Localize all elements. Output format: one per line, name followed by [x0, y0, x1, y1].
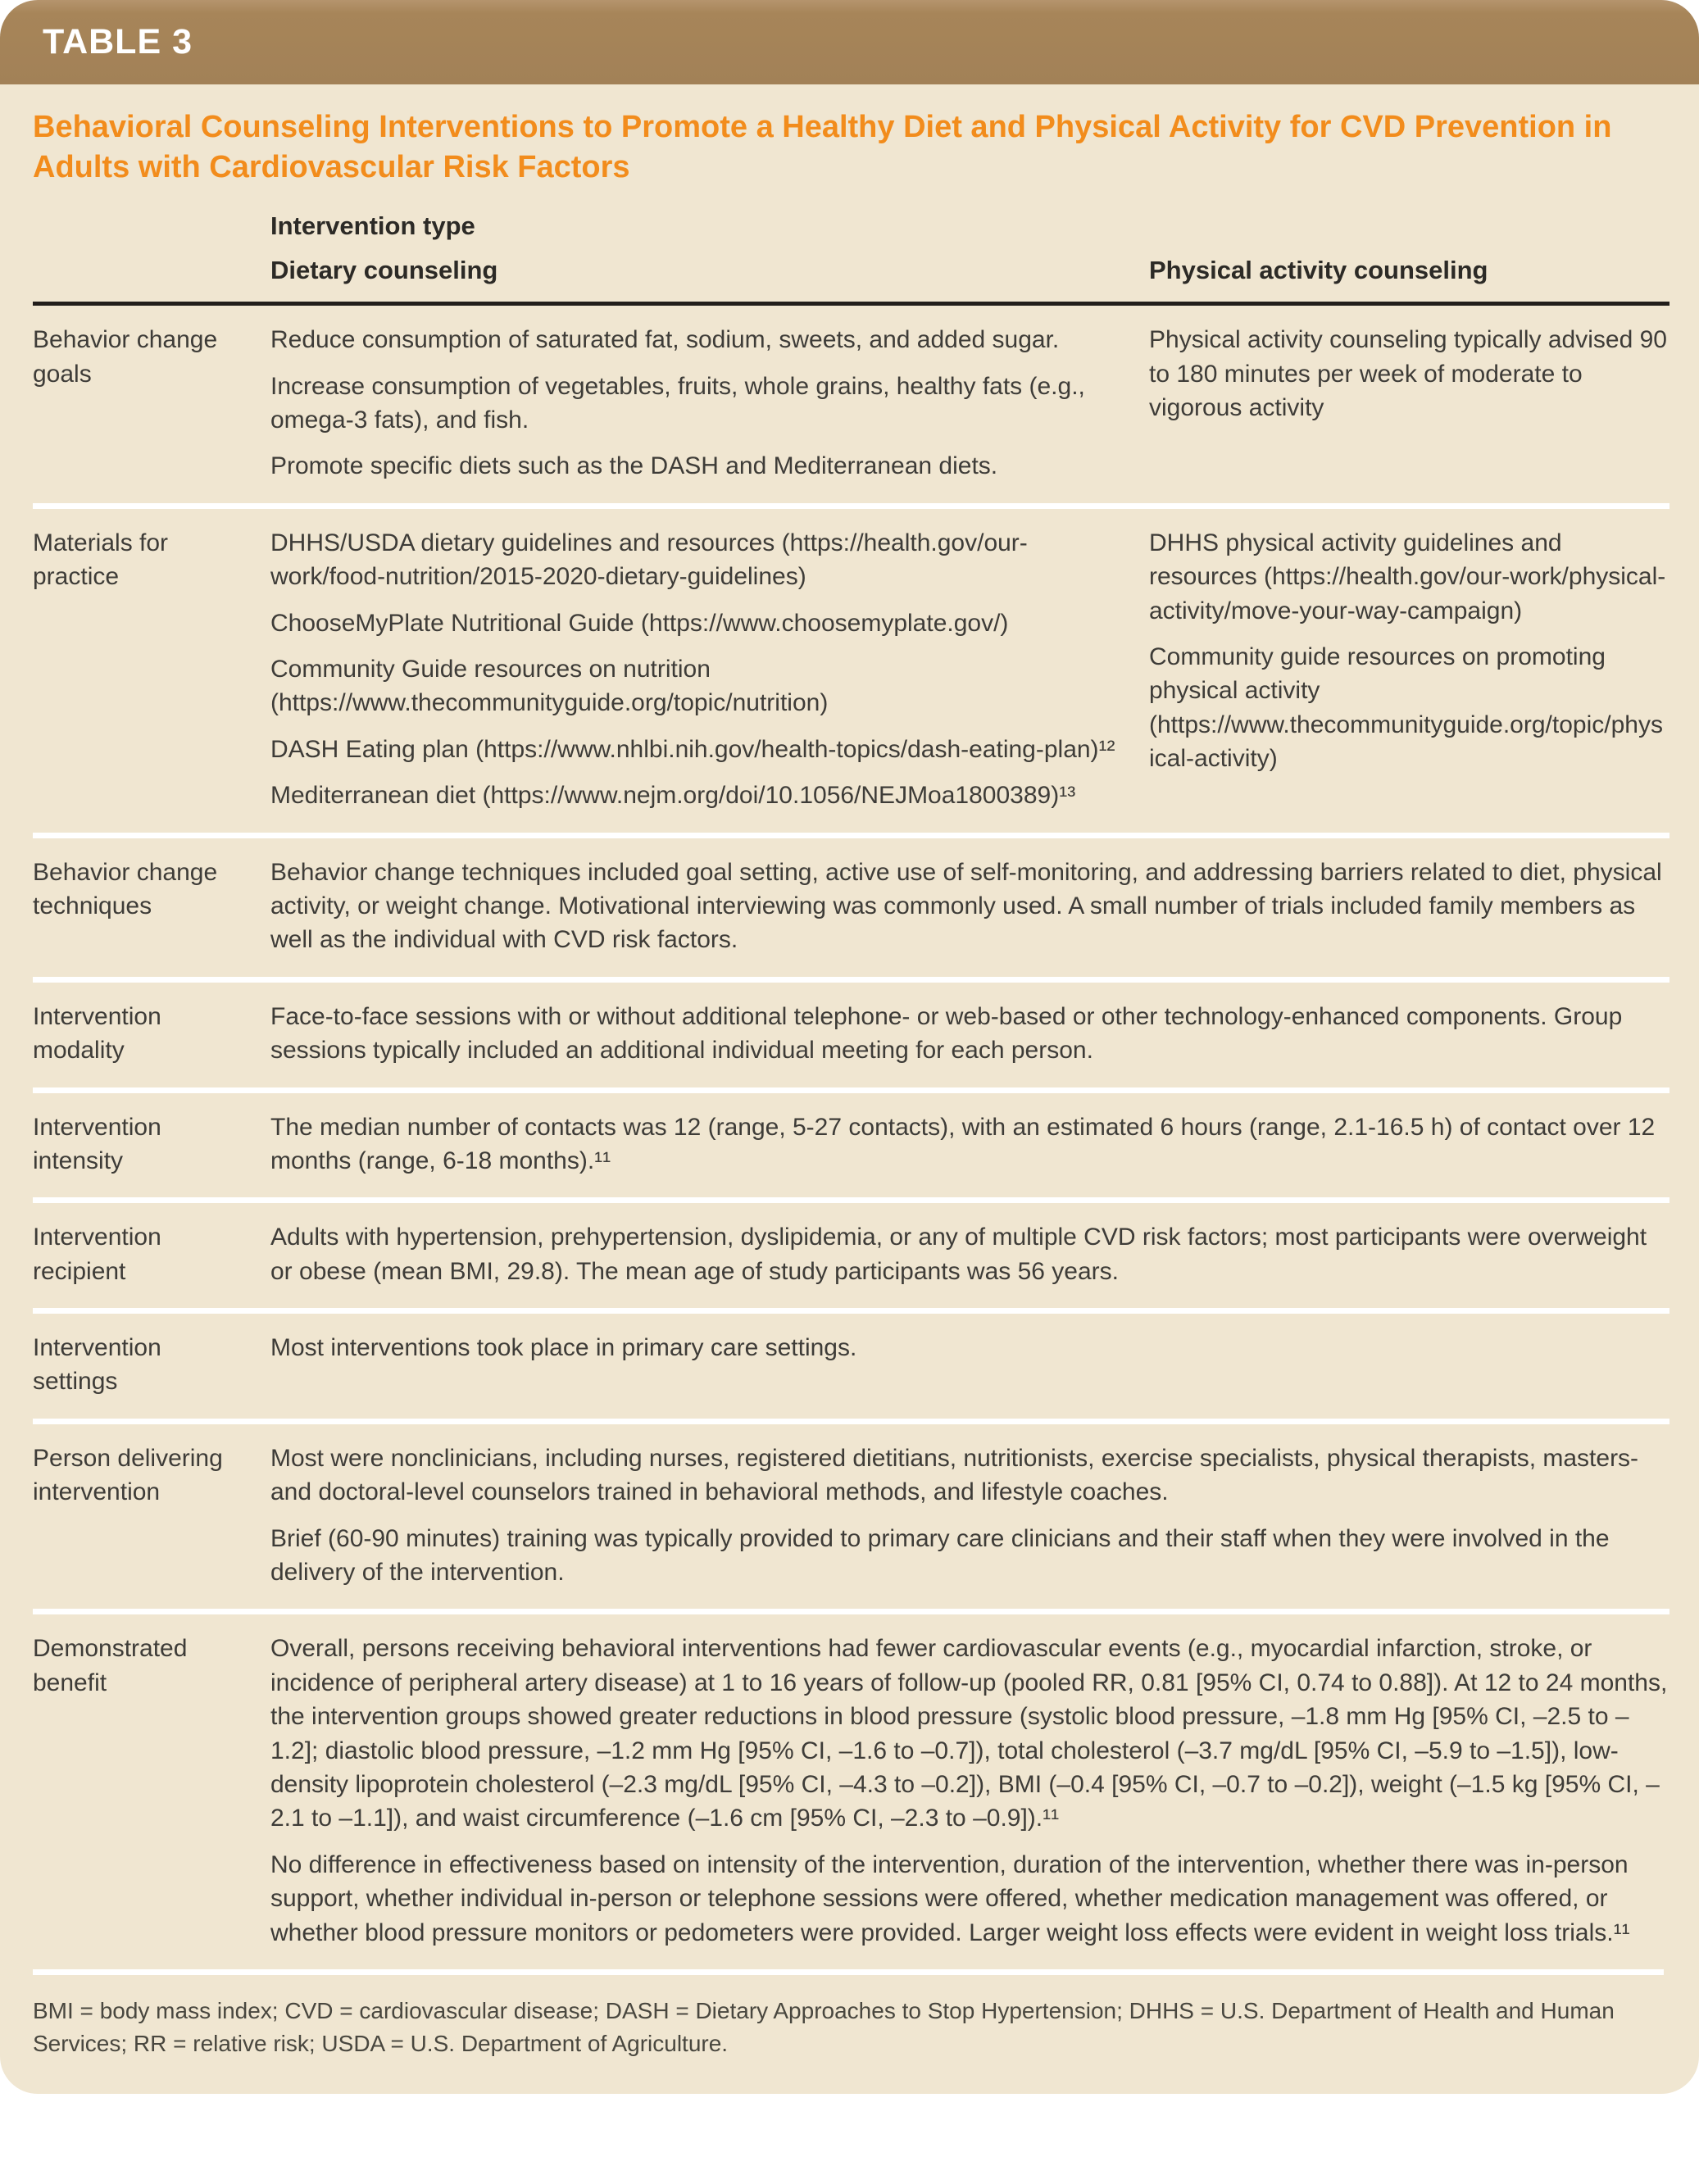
row-label: Intervention settings [33, 1334, 161, 1396]
full-width-cell [270, 1000, 1669, 1068]
full-width-cell [270, 856, 1669, 957]
cell-paragraph: No difference in effectiveness based on intensity of the intervention, duration of the intervention, whether there was in-person support, whether individual in-person or telephone sessions were offered, whether medication management was offered, or whether blood pressure monitors or pedometers were provided. Larger weight loss effects were evident in weight loss trials.¹¹ [270, 1850, 1630, 1946]
cell-paragraph: Most were nonclinicians, including nurses, registered dietitians, nutritionists, exercise specialists, physical therapists, masters- and doctoral-level counselors trained in behavioral methods, and lifestyle coaches. [270, 1444, 1639, 1506]
cell-paragraph: The median number of contacts was 12 (range, 5-27 contacts), with an estimated 6 hours (range, 2.1-16.5 h) of contact over 12 months (range, 6-18 months).¹¹ [270, 1113, 1656, 1174]
row-label: Behavior change techniques [33, 858, 218, 919]
physical-cell [1149, 323, 1669, 484]
cell-paragraph: Most interventions took place in primary care settings. [270, 1334, 857, 1362]
row-label: Intervention intensity [33, 1113, 161, 1174]
table-title: Behavioral Counseling Interventions to Promote a Healthy Diet and Physical Activity for CVD Prevention in Adults with Cardiovascular Risk Factors [33, 110, 1612, 184]
cell-paragraph: Increase consumption of vegetables, fruits, whole grains, healthy fats (e.g., omega-3 fats), and fish. [270, 372, 1085, 434]
dietary-cell [270, 526, 1149, 813]
cell-paragraph: DHHS/USDA dietary guidelines and resources (https://health.gov/our-work/food-nutrition/2015-2020-dietary-guidelines) [270, 529, 1028, 591]
table-rows [33, 306, 1669, 1969]
cell-paragraph: Physical activity counseling typically advised 90 to 180 minutes per week of moderate to vigorous activity [1149, 326, 1667, 422]
cell-paragraph: ChooseMyPlate Nutritional Guide (https://www.choosemyplate.gov/) [270, 609, 1009, 637]
cell-paragraph: Face-to-face sessions with or without additional telephone- or web-based or other technology-enhanced components. Group sessions typically included an additional individual meeting for each person. [270, 1002, 1623, 1065]
cell-paragraph: DHHS physical activity guidelines and resources (https://health.gov/our-work/physical-activity/move-your-way-campaign) [1149, 529, 1666, 624]
footnote: BMI = body mass index; CVD = cardiovascular disease; DASH = Dietary Approaches to Stop Hypertension; DHHS = U.S. Department of Health and Human Services; RR = relative risk; USDA = U.S. Department of Agriculture. [33, 1969, 1664, 2060]
row-demonstrated-benefit [33, 1609, 1669, 1969]
cell-paragraph: Mediterranean diet (https://www.nejm.org/doi/10.1056/NEJMoa1800389)¹³ [270, 782, 1076, 810]
cell-paragraph: Promote specific diets such as the DASH and Mediterranean diets. [270, 452, 998, 480]
row-label: Intervention recipient [33, 1224, 161, 1285]
row-behavior-change-goals [33, 306, 1669, 503]
full-width-cell [270, 1220, 1669, 1288]
intervention-type-header: Intervention type [270, 211, 475, 241]
full-width-cell [270, 1442, 1669, 1590]
column-headers [270, 211, 1669, 285]
row-person-delivering-intervention [33, 1419, 1669, 1610]
dietary-cell [270, 323, 1149, 484]
table-number-label: TABLE 3 [43, 22, 193, 61]
cell-paragraph: Community guide resources on promoting physical activity (https://www.thecommunityguide.org/topic/physical-activity) [1149, 642, 1663, 773]
row-intervention-intensity [33, 1087, 1669, 1198]
dietary-counseling-header: Dietary counseling [270, 256, 498, 285]
full-width-cell [270, 1110, 1669, 1178]
row-label: Materials for practice [33, 529, 169, 591]
cell-paragraph: Overall, persons receiving behavioral interventions had fewer cardiovascular events (e.g., myocardial infarction, stroke, or incidence of peripheral artery disease) at 1 to 16 years of follow-up (pooled RR, 0.81 [95% CI, 0.74 to 0.88]). At 12 to 24 months, the intervention groups showed greater reductions in blood pressure (systolic blood pressure, –1.8 mm Hg [95% CI, –2.5 to –1.2]; diastolic blood pressure, –1.2 mm Hg [95% CI, –1.6 to –0.7]), total cholesterol (–3.7 mg/dL [95% CI, –5.9 to –1.5]), low-density lipoprotein cholesterol (–2.3 mg/dL [95% CI, –4.3 to –0.2]), BMI (–0.4 [95% CI, –0.7 to –0.2]), weight (–1.5 kg [95% CI, –2.1 to –1.1]), and waist circumference (–1.6 cm [95% CI, –2.3 to –0.9]).¹¹ [270, 1635, 1668, 1832]
table-header-bar [0, 0, 1699, 84]
row-materials-for-practice [33, 503, 1669, 833]
row-label: Intervention modality [33, 1002, 161, 1065]
cell-paragraph: Community Guide resources on nutrition (https://www.thecommunityguide.org/topic/nutrition) [270, 655, 829, 717]
physical-activity-counseling-header: Physical activity counseling [1149, 256, 1488, 285]
cell-paragraph: Brief (60-90 minutes) training was typically provided to primary care clinicians and their staff when they were involved in the delivery of the intervention. [270, 1524, 1610, 1587]
row-label: Demonstrated benefit [33, 1635, 188, 1696]
row-intervention-recipient [33, 1197, 1669, 1308]
physical-cell [1149, 526, 1669, 813]
cell-paragraph: Adults with hypertension, prehypertension, dyslipidemia, or any of multiple CVD risk factors; most participants were overweight or obese (mean BMI, 29.8). The mean age of study participants was 56 years. [270, 1224, 1647, 1285]
cell-paragraph: Behavior change techniques included goal setting, active use of self-monitoring, and addressing barriers related to diet, physical activity, or weight change. Motivational interviewing was commonly used. A small number of trials included family members as well as the individual with CVD risk factors. [270, 858, 1662, 954]
column-header-row [270, 256, 1669, 285]
full-width-cell [270, 1331, 1669, 1399]
row-behavior-change-techniques [33, 833, 1669, 977]
row-label: Person delivering intervention [33, 1444, 223, 1506]
row-intervention-settings [33, 1308, 1669, 1419]
cell-paragraph: DASH Eating plan (https://www.nhlbi.nih.gov/health-topics/dash-eating-plan)¹² [270, 735, 1115, 763]
table-body-panel [0, 84, 1699, 2094]
row-label: Behavior change goals [33, 326, 218, 388]
cell-paragraph: Reduce consumption of saturated fat, sodium, sweets, and added sugar. [270, 326, 1060, 354]
full-width-cell [270, 1632, 1669, 1950]
row-intervention-modality [33, 977, 1669, 1087]
